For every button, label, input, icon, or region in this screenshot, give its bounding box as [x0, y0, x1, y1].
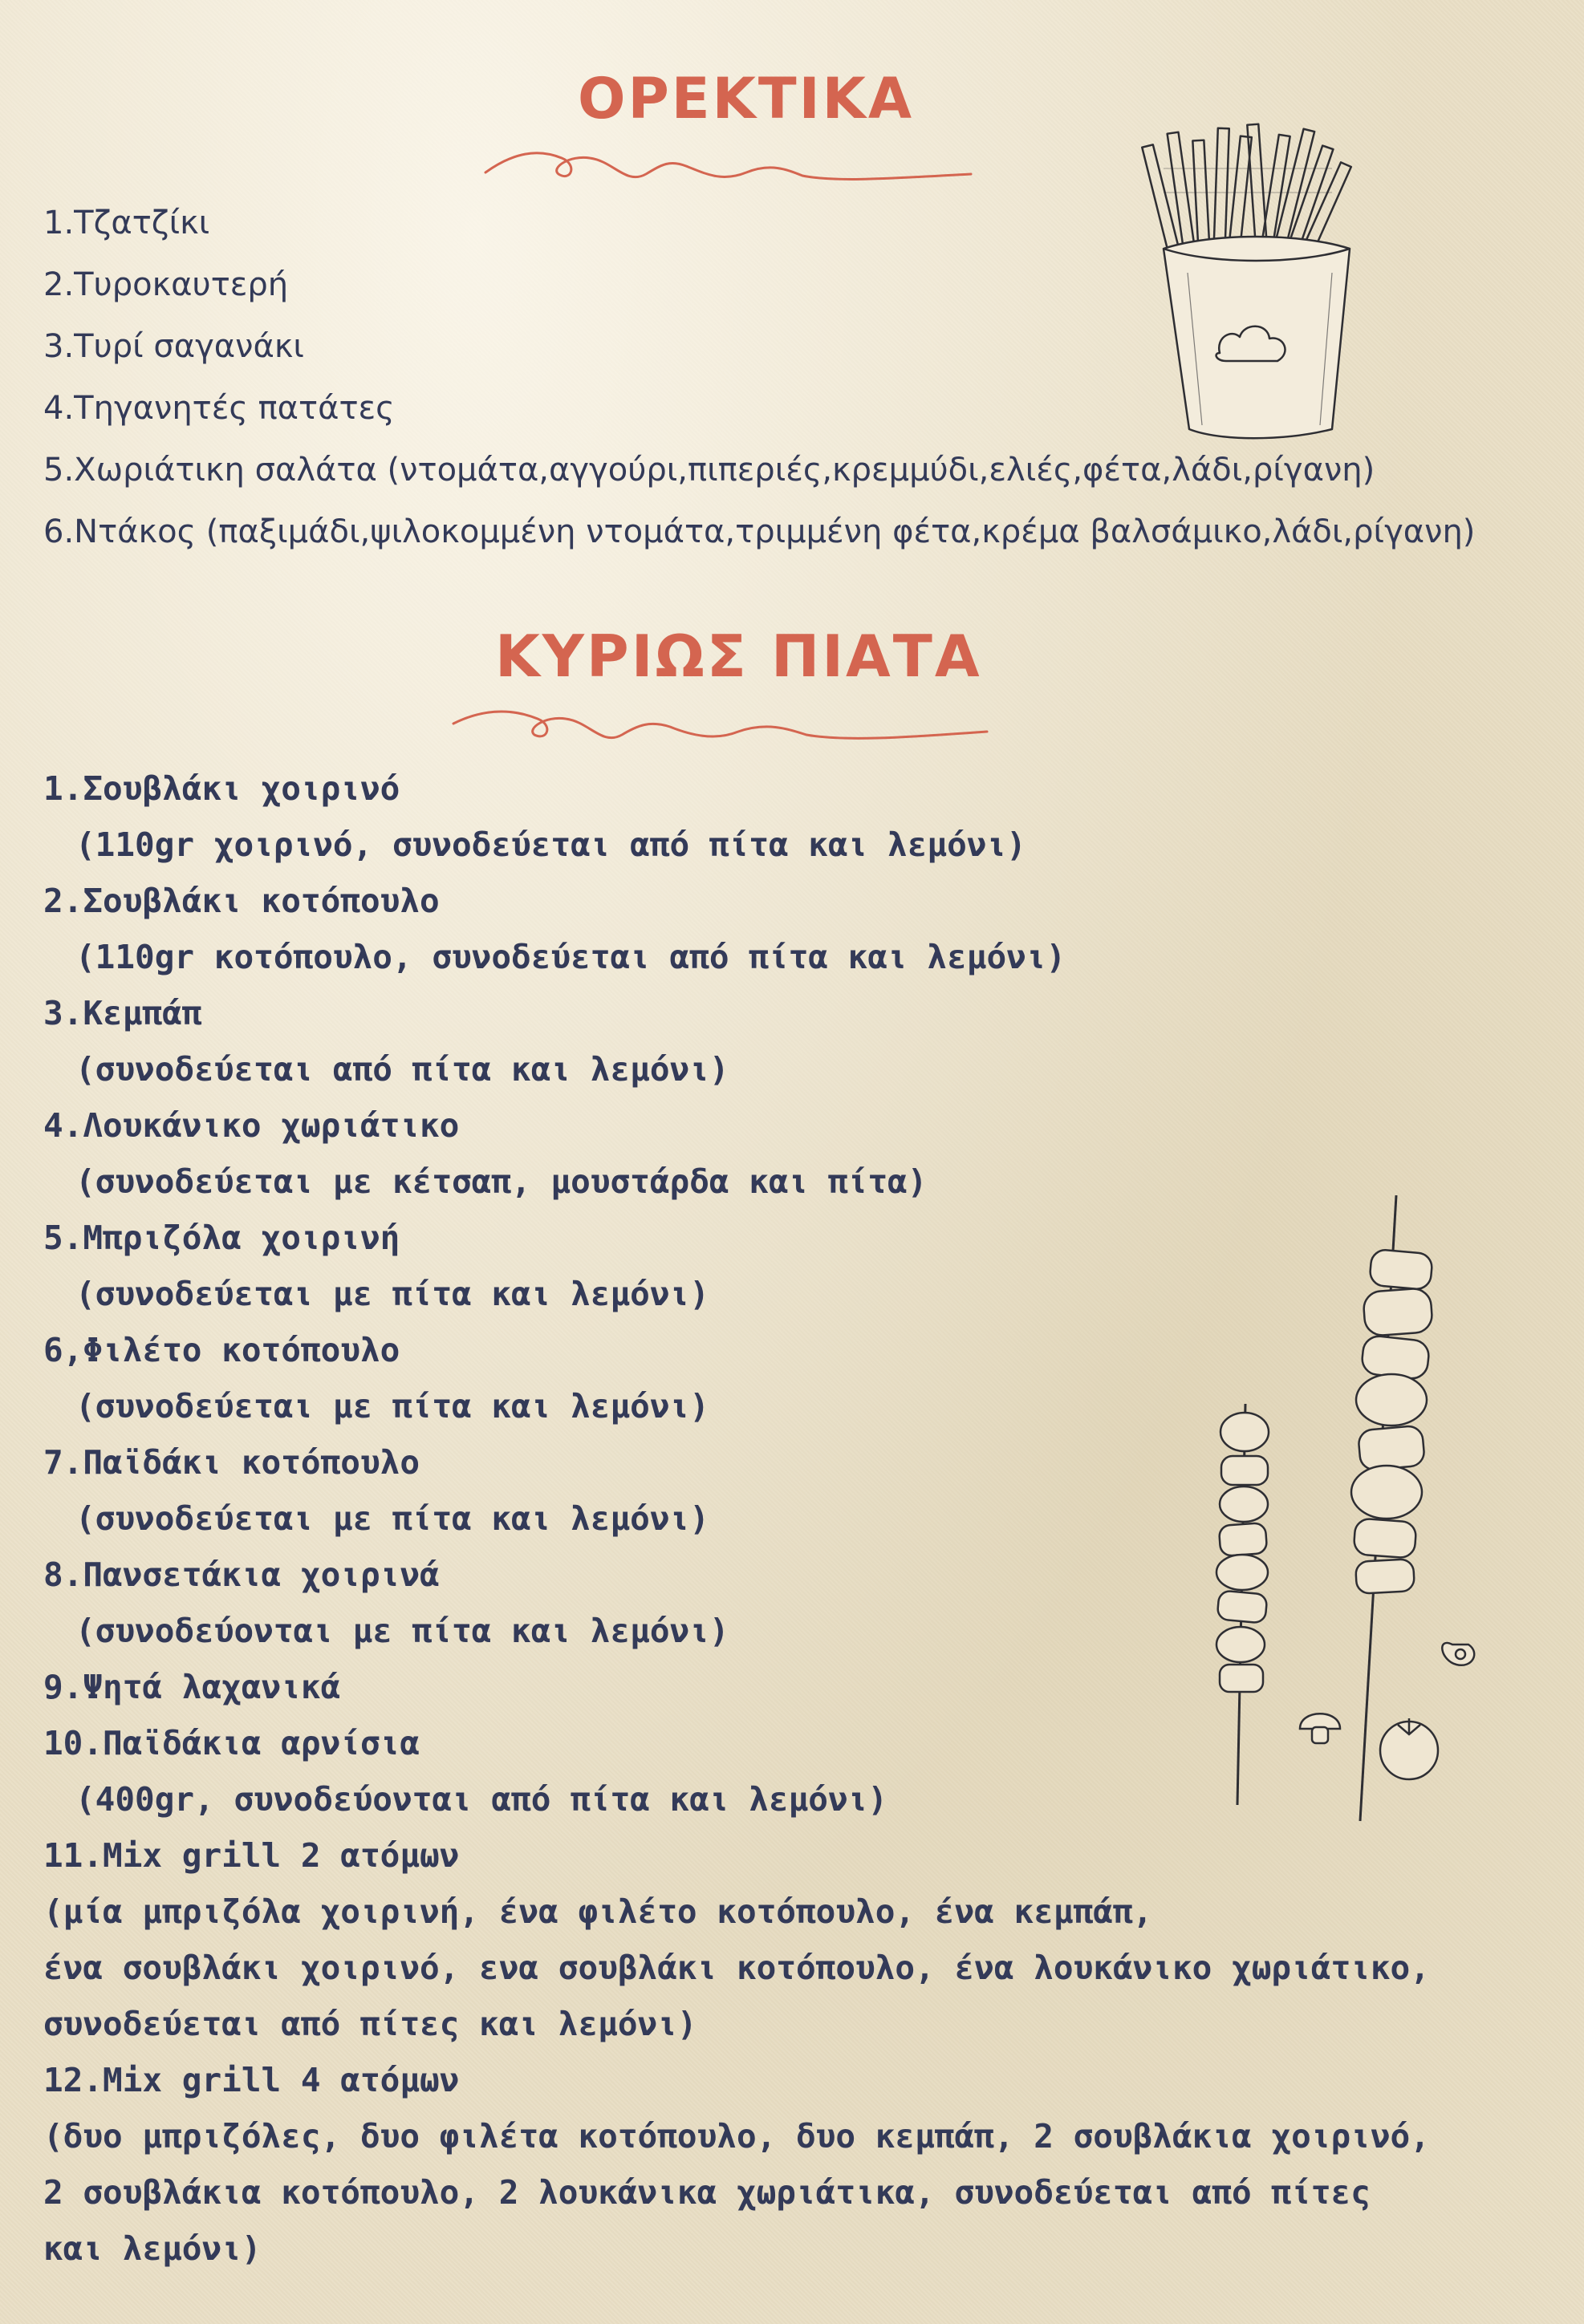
main-dish-details: (110gr χοιρινό, συνοδεύεται από πίτα και λεμόνι) — [75, 825, 1026, 864]
main-dish-name: 10.Παϊδάκια αρνίσια — [43, 1724, 420, 1762]
grill-skewers-illustration — [1188, 1195, 1509, 1829]
main-dish-item — [43, 1097, 1536, 1210]
main-dish-details: και λεμόνι) — [43, 2229, 262, 2268]
main-dish-name: 6,Φιλέτο κοτόπουλο — [43, 1331, 400, 1369]
appetizer-item: 3.Τυρί σαγανάκι — [43, 328, 304, 365]
appetizer-item: 1.Τζατζίκι — [43, 205, 210, 241]
main-dish-name: 2.Σουβλάκι κοτόπουλο — [43, 882, 440, 920]
main-dish-item — [43, 985, 1536, 1097]
main-dish-details: (συνοδεύεται με πίτα και λεμόνι) — [75, 1499, 709, 1538]
main-dish-item — [43, 760, 1536, 873]
main-dish-details: (συνοδεύεται με πίτα και λεμόνι) — [75, 1275, 709, 1313]
main-dish-name: 7.Παϊδάκι κοτόπουλο — [43, 1443, 420, 1482]
main-dish-name: 4.Λουκάνικο χωριάτικο — [43, 1106, 460, 1145]
main-dish-name: 5.Μπριζόλα χοιρινή — [43, 1219, 400, 1257]
appetizer-item: 2.Τυροκαυτερή — [43, 266, 289, 303]
main-dish-item — [43, 873, 1536, 985]
main-dish-item — [43, 1827, 1536, 2052]
mains-title: ΚΥΡΙΩΣ ΠΙΑΤΑ — [495, 623, 982, 690]
main-dish-name: 1.Σουβλάκι χοιρινό — [43, 769, 400, 808]
fries-cup-illustration — [1139, 112, 1372, 449]
main-dish-name: 9.Ψητά λαχανικά — [43, 1668, 341, 1706]
main-dish-details: ένα σουβλάκι χοιρινό, ενα σουβλάκι κοτόπουλο, ένα λουκάνικο χωριάτικο, — [43, 1949, 1430, 1987]
appetizer-item: 5.Χωριάτικη σαλάτα (ντομάτα,αγγούρι,πιπεριές,κρεμμύδι,ελιές,φέτα,λάδι,ρίγανη) — [43, 452, 1375, 489]
main-dish-details: 2 σουβλάκια κοτόπουλο, 2 λουκάνικα χωριάτικα, συνοδεύεται από πίτες — [43, 2173, 1371, 2212]
main-dish-name: 8.Πανσετάκια χοιρινά — [43, 1555, 440, 1594]
main-dish-name: 12.Mix grill 4 ατόμων — [43, 2061, 460, 2099]
appetizers-title: ΟΡΕΚΤΙΚΑ — [578, 66, 915, 132]
appetizer-item: 4.Τηγανητές πατάτες — [43, 390, 395, 427]
main-dish-details: (συνοδεύονται με πίτα και λεμόνι) — [75, 1612, 729, 1650]
main-dish-details: (μία μπριζόλα χοιρινή, ένα φιλέτο κοτόπουλο, ένα κεμπάπ, — [43, 1892, 1153, 1931]
mains-title-swash — [449, 692, 995, 756]
main-dish-details: (συνοδεύεται με κέτσαπ, μουστάρδα και πίτα) — [75, 1162, 928, 1201]
main-dish-details: (110gr κοτόπουλο, συνοδεύεται από πίτα και λεμόνι) — [75, 938, 1066, 976]
main-dish-name: 11.Mix grill 2 ατόμων — [43, 1836, 460, 1875]
main-dish-details: (400gr, συνοδεύονται από πίτα και λεμόνι) — [75, 1780, 888, 1819]
appetizers-title-swash — [481, 132, 979, 197]
main-dish-details: (συνοδεύεται με πίτα και λεμόνι) — [75, 1387, 709, 1426]
main-dish-name: 3.Κεμπάπ — [43, 994, 202, 1032]
main-dish-details: συνοδεύεται από πίτες και λεμόνι) — [43, 2005, 697, 2043]
appetizer-item: 6.Ντάκος (παξιμάδι,ψιλοκομμένη ντομάτα,τριμμένη φέτα,κρέμα βαλσάμικο,λάδι,ρίγανη) — [43, 513, 1476, 550]
main-dish-item — [43, 2052, 1536, 2277]
main-dish-details: (δυο μπριζόλες, δυο φιλέτα κοτόπουλο, δυο κεμπάπ, 2 σουβλάκια χοιρινό, — [43, 2117, 1430, 2156]
main-dish-details: (συνοδεύεται από πίτα και λεμόνι) — [75, 1050, 729, 1089]
